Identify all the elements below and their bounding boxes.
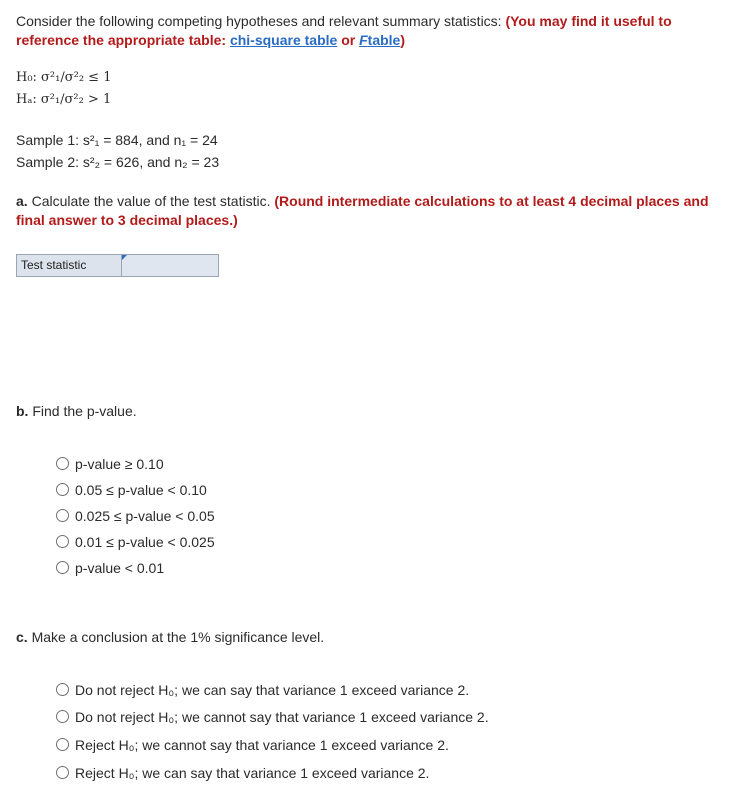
- radio-button[interactable]: [56, 738, 69, 751]
- radio-button[interactable]: [56, 509, 69, 522]
- sample-2: Sample 2: s²₂ = 626, and n₂ = 23: [16, 154, 220, 170]
- part-c-label: c.: [16, 629, 28, 645]
- p-value-option-1[interactable]: [56, 456, 164, 472]
- sample-1: Sample 1: s²₁ = 884, and n₁ = 24: [16, 132, 218, 148]
- radio-button[interactable]: [56, 483, 69, 496]
- option-label: Do not reject H₀; we cannot say that variance 1 exceed variance 2.: [75, 709, 489, 725]
- option-label: 0.025 ≤ p-value < 0.05: [75, 508, 215, 524]
- option-label: p-value < 0.01: [75, 560, 165, 576]
- option-label: p-value ≥ 0.10: [75, 456, 164, 472]
- conclusion-option-1[interactable]: [56, 682, 469, 698]
- test-statistic-label: Test statistic: [17, 255, 122, 276]
- option-label: Reject H₀; we can say that variance 1 exceed variance 2.: [75, 765, 430, 781]
- part-b-text: Find the p-value.: [32, 403, 137, 419]
- radio-button[interactable]: [56, 710, 69, 723]
- option-label: 0.05 ≤ p-value < 0.10: [75, 482, 207, 498]
- option-label: 0.01 ≤ p-value < 0.025: [75, 534, 215, 550]
- conclusion-option-3[interactable]: [56, 737, 449, 753]
- radio-button[interactable]: [56, 535, 69, 548]
- radio-button[interactable]: [56, 561, 69, 574]
- null-hypothesis: H₀: σ²₁/σ²₂ ≤ 1: [16, 70, 112, 85]
- f-table-text: table: [367, 32, 401, 48]
- test-statistic-row: [16, 254, 219, 277]
- part-c-text: Make a conclusion at the 1% significance level.: [31, 629, 325, 645]
- close-paren: ): [400, 32, 406, 48]
- test-statistic-input[interactable]: [122, 255, 218, 276]
- radio-button[interactable]: [56, 766, 69, 779]
- conclusion-option-4[interactable]: [56, 765, 429, 781]
- part-a-text: Calculate the value of the test statistic.: [31, 193, 271, 209]
- p-value-option-2[interactable]: [56, 482, 207, 498]
- p-value-option-5[interactable]: [56, 560, 164, 576]
- or-text: or: [341, 32, 356, 48]
- chi-square-table-link[interactable]: chi-square table: [229, 32, 338, 48]
- f-table-link[interactable]: [359, 32, 400, 48]
- alternative-hypothesis: Hₐ: σ²₁/σ²₂ > 1: [16, 92, 112, 107]
- option-label: Do not reject H₀; we can say that variance 1 exceed variance 2.: [75, 682, 470, 698]
- option-label: Reject H₀; we cannot say that variance 1 exceed variance 2.: [75, 737, 449, 753]
- question-intro: [16, 12, 728, 50]
- conclusion-option-2[interactable]: [56, 709, 489, 725]
- intro-text: Consider the following competing hypotheses and relevant summary statistics:: [16, 13, 502, 29]
- p-value-option-3[interactable]: [56, 508, 215, 524]
- radio-button[interactable]: [56, 457, 69, 470]
- part-b-question: [16, 403, 137, 419]
- f-letter: F: [359, 32, 368, 48]
- part-a-question: [16, 192, 716, 230]
- table-instruction: (You may find it useful to reference the appropriate table:: [16, 13, 672, 48]
- part-a-label: a.: [16, 193, 28, 209]
- rounding-note: (Round intermediate calculations to at least 4 decimal places and final answer to 3 decimal places.): [16, 193, 709, 228]
- part-b-label: b.: [16, 403, 29, 419]
- p-value-option-4[interactable]: [56, 534, 215, 550]
- part-c-question: [16, 629, 324, 645]
- radio-button[interactable]: [56, 683, 69, 696]
